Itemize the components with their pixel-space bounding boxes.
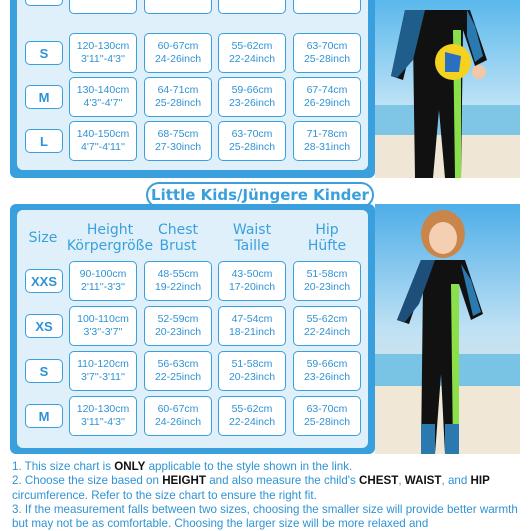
note-2-text-c: and also measure the child's bbox=[206, 474, 360, 488]
chest-metric: 64-71cm bbox=[157, 84, 199, 96]
size-cell: S bbox=[25, 359, 63, 383]
waist-imperial: 20-23inch bbox=[228, 371, 276, 383]
hip-cell bbox=[293, 33, 361, 73]
size-cell: XXS bbox=[25, 269, 63, 293]
chest-imperial: 24-26inch bbox=[154, 53, 202, 65]
height-metric: 130-140cm bbox=[76, 84, 130, 96]
hip-imperial: 20-23inch bbox=[303, 281, 351, 293]
height-cell bbox=[69, 396, 137, 436]
height-metric: 120-130cm bbox=[76, 403, 130, 415]
height-metric: 140-150cm bbox=[76, 128, 130, 140]
note-2-hip: HIP bbox=[470, 474, 490, 488]
header-hip-de: Hüfte bbox=[307, 238, 347, 254]
hip-imperial: 25-28inch bbox=[303, 416, 351, 428]
waist-cell bbox=[218, 306, 286, 346]
size-cell: M bbox=[25, 85, 63, 109]
chest-metric: 52-59cm bbox=[157, 313, 199, 325]
hip-metric: 59-66cm bbox=[306, 358, 348, 370]
size-cell: L bbox=[25, 129, 63, 153]
waist-metric: 47-54cm bbox=[231, 313, 273, 325]
height-cell bbox=[69, 0, 137, 14]
chest-imperial: 19-22inch bbox=[154, 281, 202, 293]
table-row bbox=[17, 259, 368, 303]
table-row bbox=[17, 31, 368, 75]
hip-imperial: 26-29inch bbox=[303, 97, 351, 109]
header-hip-en: Hip bbox=[315, 222, 339, 238]
hip-metric: 71-78cm bbox=[306, 128, 348, 140]
height-cell bbox=[69, 33, 137, 73]
height-imperial bbox=[81, 0, 125, 1]
height-cell bbox=[69, 121, 137, 161]
note-1-text-a: 1. This size chart is bbox=[12, 460, 115, 473]
height-metric: 120-130cm bbox=[76, 40, 130, 52]
chest-cell bbox=[144, 121, 212, 161]
waist-metric: 55-62cm bbox=[231, 403, 273, 415]
waist-imperial bbox=[229, 0, 275, 1]
note-1-emphasis: ONLY bbox=[114, 460, 146, 473]
header-hip bbox=[293, 218, 361, 258]
height-cell bbox=[69, 351, 137, 391]
note-1 bbox=[12, 460, 522, 474]
note-3 bbox=[12, 503, 522, 531]
note-2-text-g: , and bbox=[441, 474, 471, 488]
older-kids-table bbox=[17, 0, 368, 170]
size-cell: XS bbox=[25, 314, 63, 338]
older-kid-photo bbox=[375, 0, 520, 178]
hip-cell bbox=[293, 351, 361, 391]
waist-imperial: 22-24inch bbox=[228, 53, 276, 65]
hip-imperial: 25-28inch bbox=[303, 53, 351, 65]
header-waist-de: Taille bbox=[234, 238, 270, 254]
waist-imperial: 17-20inch bbox=[228, 281, 276, 293]
size-cell: S bbox=[25, 41, 63, 65]
chest-metric: 68-75cm bbox=[157, 128, 199, 140]
note-2-height: HEIGHT bbox=[162, 474, 206, 488]
header-waist-en: Waist bbox=[232, 222, 272, 238]
table-header bbox=[17, 218, 368, 258]
note-2-waist: WAIST bbox=[404, 474, 442, 488]
waist-cell bbox=[218, 351, 286, 391]
header-size-label: Size bbox=[28, 230, 58, 246]
height-imperial: 4'7''-4'11'' bbox=[81, 141, 125, 153]
table-row bbox=[17, 75, 368, 119]
height-metric: 110-120cm bbox=[77, 358, 129, 370]
chest-imperial: 25-28inch bbox=[154, 97, 202, 109]
height-imperial: 3'3''-3'7'' bbox=[83, 326, 123, 338]
hip-cell bbox=[293, 396, 361, 436]
hip-cell bbox=[293, 0, 361, 14]
hip-cell bbox=[293, 121, 361, 161]
chest-cell bbox=[144, 0, 212, 14]
table-row bbox=[17, 0, 368, 16]
waist-metric: 55-62cm bbox=[231, 40, 273, 52]
chest-imperial: 22-25inch bbox=[154, 371, 202, 383]
hip-metric: 63-70cm bbox=[306, 403, 348, 415]
little-kids-title: Little Kids/Jüngere Kinder bbox=[146, 182, 374, 208]
header-size bbox=[21, 218, 65, 258]
size-cell: M bbox=[25, 404, 63, 428]
chest-cell bbox=[144, 351, 212, 391]
chest-metric: 60-67cm bbox=[157, 40, 199, 52]
note-1-text-c: applicable to the style shown in the link. bbox=[145, 460, 353, 473]
table-row bbox=[17, 349, 368, 393]
little-kid-photo bbox=[375, 204, 520, 454]
waist-metric: 63-70cm bbox=[231, 128, 273, 140]
note-2-text-i: circumference. Refer to the size chart to ensure the right fit. bbox=[12, 488, 317, 502]
waist-imperial: 25-28inch bbox=[228, 141, 276, 153]
hip-metric: 67-74cm bbox=[306, 84, 348, 96]
chest-cell bbox=[144, 33, 212, 73]
note-2-text-a: 2. Choose the size based on bbox=[12, 474, 163, 488]
height-imperial: 3'7''-3'11'' bbox=[81, 371, 125, 383]
chest-cell bbox=[144, 306, 212, 346]
waist-cell bbox=[218, 261, 286, 301]
hip-imperial: 22-24inch bbox=[303, 326, 351, 338]
waist-imperial: 23-26inch bbox=[228, 97, 276, 109]
waist-cell bbox=[218, 121, 286, 161]
header-chest-de: Brust bbox=[159, 238, 197, 254]
waist-cell bbox=[218, 77, 286, 117]
height-cell bbox=[69, 77, 137, 117]
size-notes bbox=[12, 460, 522, 531]
height-metric: 90-100cm bbox=[79, 268, 127, 280]
height-metric: 100-110cm bbox=[77, 313, 129, 325]
hip-imperial bbox=[304, 0, 350, 1]
chest-imperial: 24-26inch bbox=[154, 416, 202, 428]
chest-imperial: 20-23inch bbox=[154, 326, 202, 338]
chest-cell bbox=[144, 396, 212, 436]
height-cell bbox=[69, 261, 137, 301]
waist-metric: 43-50cm bbox=[231, 268, 273, 280]
hip-imperial: 23-26inch bbox=[303, 371, 351, 383]
waist-cell bbox=[218, 33, 286, 73]
header-chest-en: Chest bbox=[157, 222, 199, 238]
size-cell bbox=[25, 0, 63, 6]
hip-cell bbox=[293, 306, 361, 346]
note-2 bbox=[12, 474, 522, 503]
waist-metric: 59-66cm bbox=[231, 84, 273, 96]
height-imperial: 4'3''-4'7'' bbox=[83, 97, 123, 109]
header-height-en: Height bbox=[86, 222, 134, 238]
chest-metric: 48-55cm bbox=[157, 268, 199, 280]
waist-imperial: 18-21inch bbox=[228, 326, 276, 338]
header-chest bbox=[144, 218, 212, 258]
height-imperial: 2'11''-3'3'' bbox=[81, 281, 125, 293]
hip-cell bbox=[293, 261, 361, 301]
height-imperial: 3'11''-4'3'' bbox=[81, 416, 125, 428]
height-cell bbox=[69, 306, 137, 346]
note-2-chest: CHEST bbox=[359, 474, 399, 488]
little-kids-table bbox=[17, 210, 368, 448]
waist-cell bbox=[218, 0, 286, 14]
hip-imperial: 28-31inch bbox=[303, 141, 351, 153]
older-kids-panel bbox=[10, 0, 375, 178]
note-2-text-e: , bbox=[398, 474, 405, 488]
chest-cell bbox=[144, 261, 212, 301]
hip-metric: 63-70cm bbox=[306, 40, 348, 52]
waist-cell bbox=[218, 396, 286, 436]
chest-imperial: 27-30inch bbox=[154, 141, 202, 153]
table-row bbox=[17, 304, 368, 348]
boy-wetsuit-illustration bbox=[375, 0, 520, 178]
chest-metric: 56-63cm bbox=[157, 358, 199, 370]
waist-metric: 51-58cm bbox=[231, 358, 273, 370]
little-kids-panel bbox=[10, 204, 375, 454]
hip-cell bbox=[293, 77, 361, 117]
girl-wetsuit-illustration bbox=[375, 204, 520, 454]
header-height-de: Körpergröße bbox=[66, 238, 154, 254]
header-height bbox=[65, 218, 155, 258]
hip-metric: 55-62cm bbox=[306, 313, 348, 325]
chest-cell bbox=[144, 77, 212, 117]
header-waist bbox=[218, 218, 286, 258]
chest-metric: 60-67cm bbox=[157, 403, 199, 415]
chest-imperial bbox=[155, 0, 201, 1]
note-3-text: 3. If the measurement falls between two sizes, choosing the smaller size will provide better warmth but may not be as comfortable. Choosing the larger size will be more relaxed and bbox=[12, 502, 518, 531]
hip-metric: 51-58cm bbox=[306, 268, 348, 280]
height-imperial: 3'11''-4'3'' bbox=[81, 53, 125, 65]
table-row bbox=[17, 394, 368, 438]
table-row bbox=[17, 119, 368, 163]
waist-imperial: 22-24inch bbox=[228, 416, 276, 428]
